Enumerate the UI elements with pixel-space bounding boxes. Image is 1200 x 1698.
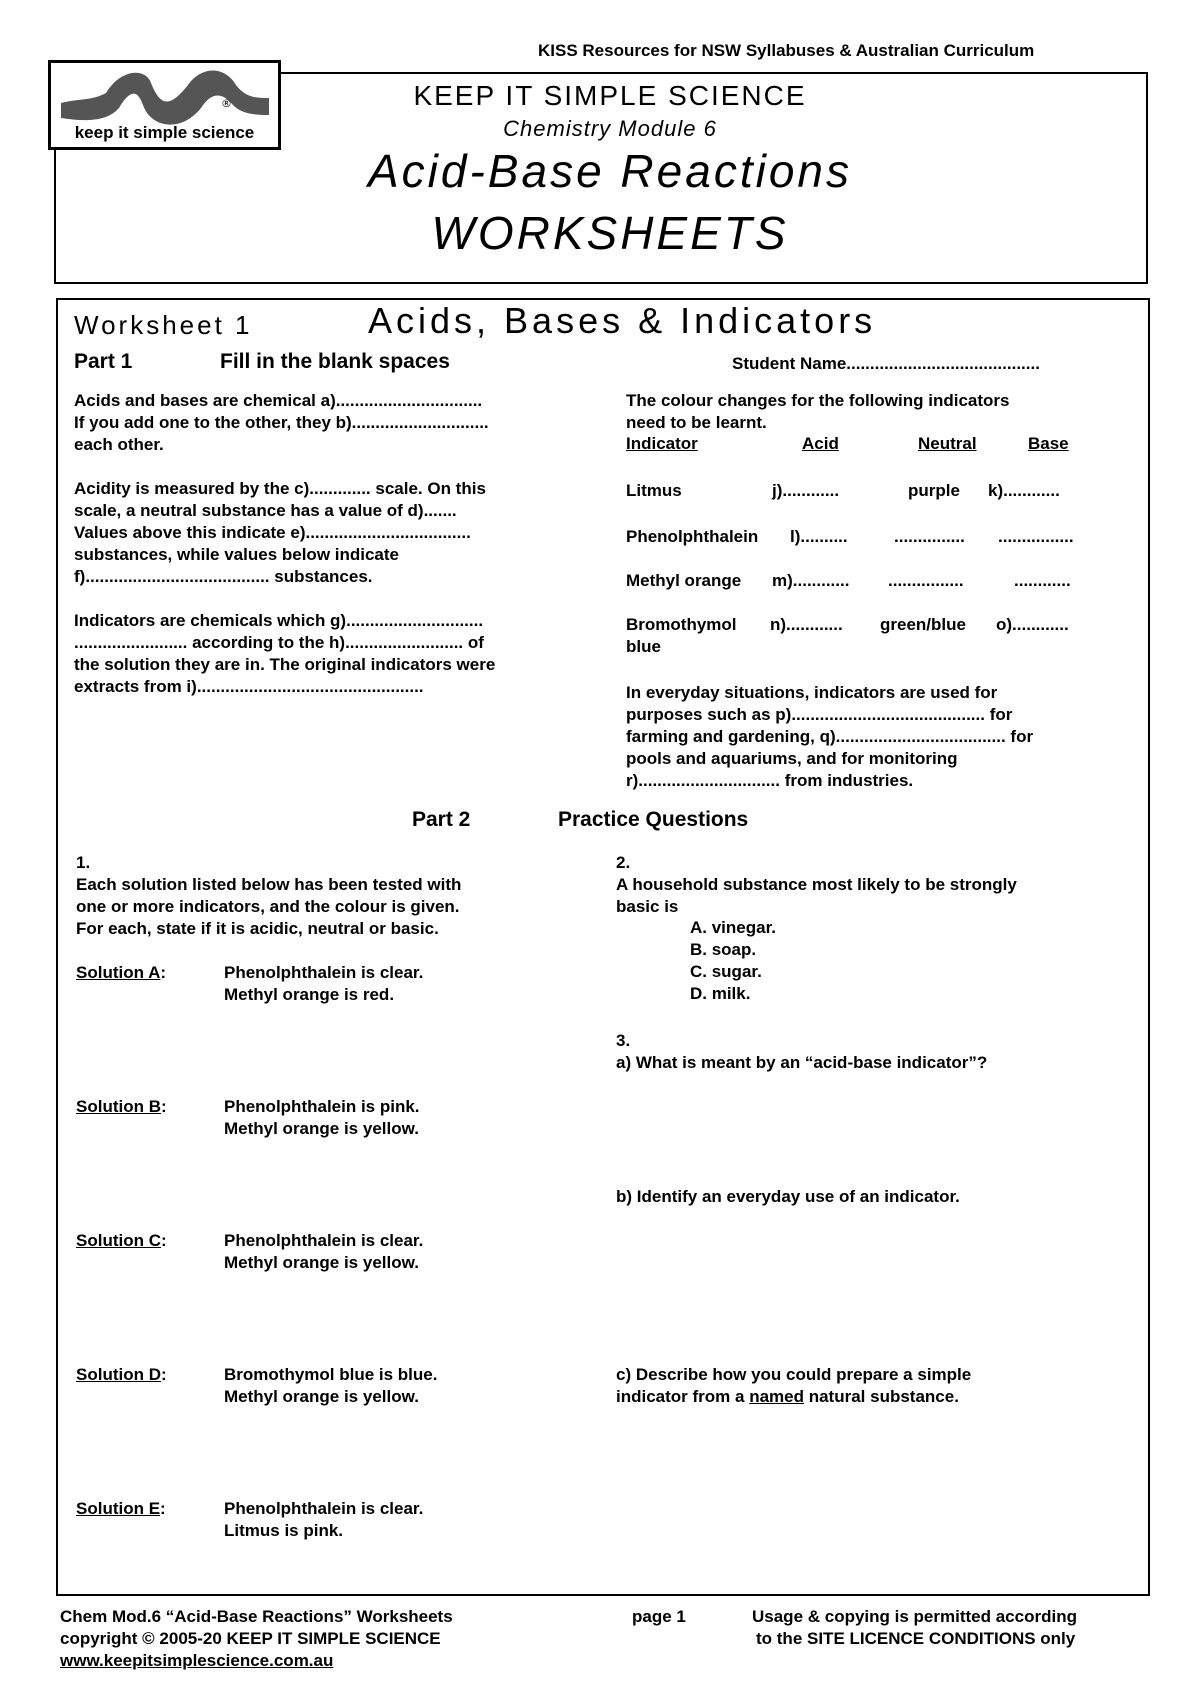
col-base: Base — [1028, 434, 1069, 453]
row-methyl-name: Methyl orange — [626, 571, 742, 590]
solution-d-line: Methyl orange is yellow. — [224, 1387, 419, 1406]
blank-line — [74, 588, 614, 610]
q2-line: A household substance most likely to be strongly — [616, 875, 1017, 894]
page-title: Acid-Base Reactions — [368, 145, 852, 197]
q2-number: 2. — [616, 853, 631, 872]
blank-line: Values above this indicate e)................................... — [74, 523, 471, 542]
blank-line: extracts from i)................................................ — [74, 677, 424, 696]
row-methyl-base: ............ — [1014, 571, 1071, 590]
row-bromo-acid: n)............ — [770, 615, 843, 634]
q3c-post: natural substance. — [803, 1387, 959, 1406]
q2-option-a[interactable]: A. vinegar. — [690, 918, 776, 937]
q1-line: For each, state if it is acidic, neutral or basic. — [76, 919, 439, 938]
solution-c-line: Phenolphthalein is clear. — [224, 1231, 424, 1250]
row-litmus-name: Litmus — [626, 481, 682, 500]
row-phenol-name: Phenolphthalein — [626, 527, 759, 546]
indicator-intro-1: The colour changes for the following indicators — [626, 391, 1010, 410]
blank-line: Acids and bases are chemical a)............................... — [74, 391, 483, 410]
solution-label: Solution C — [76, 1231, 161, 1250]
q2-option-c[interactable]: C. sugar. — [690, 962, 762, 981]
solution-e-line: Litmus is pink. — [224, 1521, 344, 1540]
row-bromo-base: o)............ — [996, 615, 1069, 634]
everyday-line: pools and aquariums, and for monitoring — [626, 749, 958, 768]
everyday-text — [626, 682, 1033, 792]
part1-left-text — [74, 390, 614, 698]
q3c-pre: indicator from a — [616, 1387, 750, 1406]
q1-line: one or more indicators, and the colour is given. — [76, 897, 460, 916]
row-phenol-neutral: ............... — [894, 527, 965, 546]
q3c-named: named — [749, 1387, 804, 1406]
solution-b-line: Methyl orange is yellow. — [224, 1119, 419, 1138]
blank-line: scale, a neutral substance has a value of d)....... — [74, 501, 457, 520]
page-subtitle: WORKSHEETS — [431, 207, 789, 259]
part1-label: Part 1 — [74, 350, 133, 373]
footer-left-2: copyright © 2005-20 KEEP IT SIMPLE SCIENCE — [60, 1629, 441, 1648]
row-litmus-acid: j)............ — [772, 481, 840, 500]
solution-b-line: Phenolphthalein is pink. — [224, 1097, 420, 1116]
q3-number: 3. — [616, 1031, 631, 1050]
row-methyl-neutral: ................ — [888, 571, 964, 590]
q2-option-b[interactable]: B. soap. — [690, 940, 757, 959]
solution-d-label: Solution D: — [76, 1365, 167, 1384]
part1-title: Fill in the blank spaces — [220, 350, 450, 373]
blank-line: each other. — [74, 435, 164, 454]
solution-e-line: Phenolphthalein is clear. — [224, 1499, 424, 1518]
row-methyl-acid: m)............ — [772, 571, 850, 590]
row-phenol-acid: l).......... — [790, 527, 848, 546]
solution-b-label: Solution B: — [76, 1097, 167, 1116]
q1-line: Each solution listed below has been tested with — [76, 875, 462, 894]
website-link[interactable]: www.keepitsimplescience.com.au — [60, 1651, 334, 1670]
q1-number: 1. — [76, 853, 91, 872]
blank-line: If you add one to the other, they b)............................. — [74, 413, 489, 432]
solution-label: Solution A — [76, 963, 161, 982]
solution-a-label: Solution A: — [76, 963, 167, 982]
q3b-text: b) Identify an everyday use of an indicator. — [616, 1187, 960, 1206]
blank-line: Indicators are chemicals which g)............................. — [74, 611, 484, 630]
row-bromo-name-2: blue — [626, 637, 661, 656]
q3a-text: a) What is meant by an “acid-base indicator”? — [616, 1053, 988, 1072]
part2-label: Part 2 — [412, 808, 471, 831]
q3c-line-1: c) Describe how you could prepare a simple — [616, 1365, 972, 1384]
student-name-field[interactable]: Student Name......................................... — [732, 354, 1040, 373]
row-phenol-base: ................ — [998, 527, 1074, 546]
everyday-line: In everyday situations, indicators are used for — [626, 683, 998, 702]
solution-c-label: Solution C: — [76, 1231, 167, 1250]
col-acid: Acid — [802, 434, 839, 453]
part2-title: Practice Questions — [558, 808, 749, 831]
worksheet-number: Worksheet 1 — [74, 310, 253, 340]
col-neutral: Neutral — [918, 434, 977, 453]
everyday-line: farming and gardening, q).................................... for — [626, 727, 1034, 746]
blank-line: ........................ according to the h)......................... of — [74, 633, 484, 652]
footer-right-1: Usage & copying is permitted according — [752, 1607, 1077, 1626]
logo-text: keep it simple science — [74, 123, 255, 142]
brand-title: KEEP IT SIMPLE SCIENCE — [413, 80, 807, 111]
indicator-intro-2: need to be learnt. — [626, 413, 767, 432]
blank-line — [74, 456, 614, 478]
solution-label: Solution D — [76, 1365, 161, 1384]
solution-a-line: Phenolphthalein is clear. — [224, 963, 424, 982]
solution-c-line: Methyl orange is yellow. — [224, 1253, 419, 1272]
solution-e-label: Solution E: — [76, 1499, 166, 1518]
row-bromo-neutral: green/blue — [880, 615, 966, 634]
q3c-line-2 — [616, 1386, 959, 1408]
q2-option-d[interactable]: D. milk. — [690, 984, 751, 1003]
row-litmus-base: k)............ — [988, 481, 1060, 500]
solution-label: Solution B — [76, 1097, 161, 1116]
blank-line: substances, while values below indicate — [74, 545, 400, 564]
everyday-line: r).............................. from industries. — [626, 771, 914, 790]
solution-d-line: Bromothymol blue is blue. — [224, 1365, 438, 1384]
q2-line: basic is — [616, 897, 679, 916]
row-litmus-neutral: purple — [908, 481, 960, 500]
row-bromo-name: Bromothymol — [626, 615, 737, 634]
solution-label: Solution E — [76, 1499, 161, 1518]
blank-line: the solution they are in. The original indicators were — [74, 655, 496, 674]
worksheet-topic: Acids, Bases & Indicators — [368, 300, 877, 341]
blank-line: f)....................................... substances. — [74, 567, 373, 586]
col-indicator: Indicator — [626, 434, 698, 453]
footer-right-2: to the SITE LICENCE CONDITIONS only — [756, 1629, 1076, 1648]
resources-line: KISS Resources for NSW Syllabuses & Australian Curriculum — [538, 41, 1035, 60]
module-title: Chemistry Module 6 — [503, 116, 717, 141]
q1-text — [76, 874, 461, 940]
footer-left-1: Chem Mod.6 “Acid-Base Reactions” Worksheets — [60, 1607, 453, 1626]
everyday-line: purposes such as p)......................................... for — [626, 705, 1013, 724]
registered-mark: ® — [221, 97, 232, 110]
blank-line: Acidity is measured by the c)............. scale. On this — [74, 479, 486, 498]
solution-a-line: Methyl orange is red. — [224, 985, 395, 1004]
page-number: page 1 — [632, 1607, 686, 1626]
